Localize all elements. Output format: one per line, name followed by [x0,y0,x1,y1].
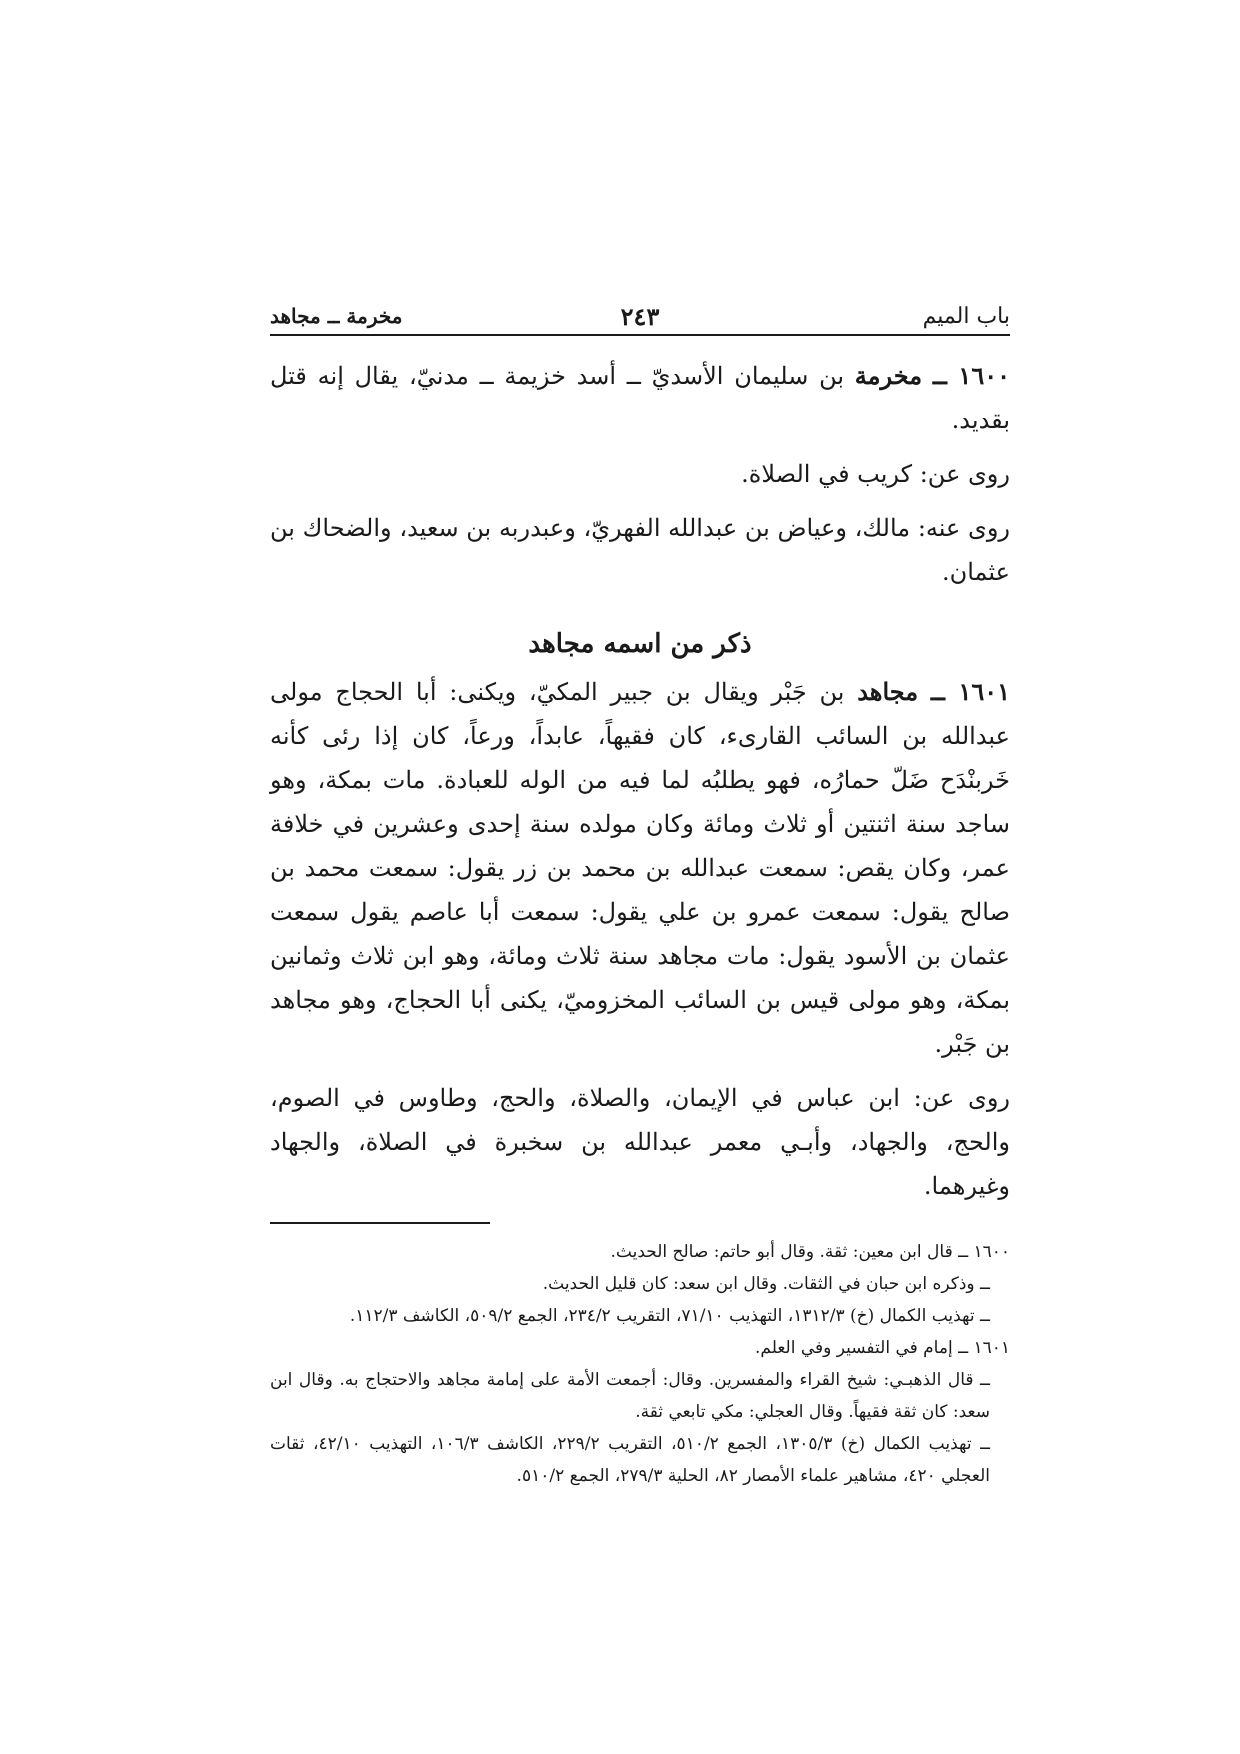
entry-name: مجاهد [857,677,919,706]
footnote-line: ١٦٠١ ــ إمام في التفسير وفي العلم. [754,1338,1010,1358]
entry-number: ١٦٠٠ ــ [932,361,1010,390]
entry-1600-narrated-from: روى عن: كريب في الصلاة. [741,460,1010,488]
footnote-line: ــ وذكره ابن حبان في الثقات. وقال ابن سعد: كان قليل الحديث. [542,1274,990,1294]
entry-number: ١٦٠١ ــ [930,677,1010,706]
chapter-title: باب الميم [922,304,1010,329]
running-title: مخرمة ــ مجاهد [270,304,403,328]
entry-text: بن سليمان الأسديّ ــ أسد خزيمة ــ مدنيّ، يقال إنه قتل بقديد. [270,362,1010,434]
page-header [270,300,1010,336]
entry-name: مخرمة [854,361,923,390]
footnote-line: ــ قال الذهبـي: شيخ القراء والمفسرين. وقال: أجمعت الأمة على إمامة مجاهد والاحتجاج به. وقال ابن سعد: كان ثقة فقيهاً. وقال العجلي: مكي تابعي ثقة. [270,1370,990,1422]
entry-1601-narrated-from: روى عن: ابن عباس في الإيمان، والصلاة، والحج، وطاوس في الصوم، والحج، والجهاد، وأبـي معمر عبدالله بن سخبرة في الصلاة، والجهاد وغيرهما. [270,1084,1010,1200]
footnotes [270,1236,1010,1492]
footnote-line: ــ تهذيب الكمال (خ) ١٣١٢/٣، التهذيب ٧١/١٠، التقريب ٢٣٤/٢، الجمع ٥٠٩/٢، الكاشف ١١٢/٣. [349,1306,990,1326]
footnote-line: ١٦٠٠ ــ قال ابن معين: ثقة. وقال أبو حاتم: صالح الحديث. [610,1242,1010,1262]
entry-1600-narrated-by: روى عنه: مالك، وعياض بن عبدالله الفهريّ، وعبدربه بن سعيد، والضحاك بن عثمان. [270,514,1011,586]
entry-1601 [270,670,1010,1066]
entry-text: بن جَبْر ويقال بن جبير المكيّ، ويكنى: أبا الحجاج مولى عبدالله بن السائب القارىء، كان فقيهاً، عابداً، ورعاً، كان إذا رئى كأنه خَربنْدَح ضَلّ حمارُه، فهو يطلبُه لما فيه من الوله للعبادة. مات بمكة، وهو ساجد سنة اثنتين أو ثلاث ومائة وكان مولده سنة إحدى وعشرين في خلافة عمر، وكان يقص: سمعت عبدالله بن محمد بن زر يقول: سمعت محمد بن صالح يقول: سمعت عمرو بن علي يقول: سمعت أبا عاصم يقول سمعت عثمان بن الأسود يقول: مات مجاهد سنة ثلاث ومائة، وهو ابن ثلاث وثمانين بمكة، وهو مولى قيس بن السائب المخزوميّ، يكنى أبا الحجاج، وهو مجاهد بن جَبْر. [270,678,1010,1058]
footnote-divider [270,1222,490,1224]
footnote-line: ــ تهذيب الكمال (خ) ١٣٠٥/٣، الجمع ٥١٠/٢، التقريب ٢٢٩/٢، الكاشف ١٠٦/٣، التهذيب ٤٢/١٠، ثقات العجلي ٤٢٠، مشاهير علماء الأمصار ٨٢، الحلية ٢٧٩/٣، الجمع ٥١٠/٢. [270,1434,991,1486]
section-heading: ذكر من اسمه مجاهد [528,629,752,659]
page-number: ٢٤٣ [620,302,660,331]
main-text [270,354,1010,1208]
document-page [270,300,1010,1492]
entry-1600 [270,354,1010,442]
